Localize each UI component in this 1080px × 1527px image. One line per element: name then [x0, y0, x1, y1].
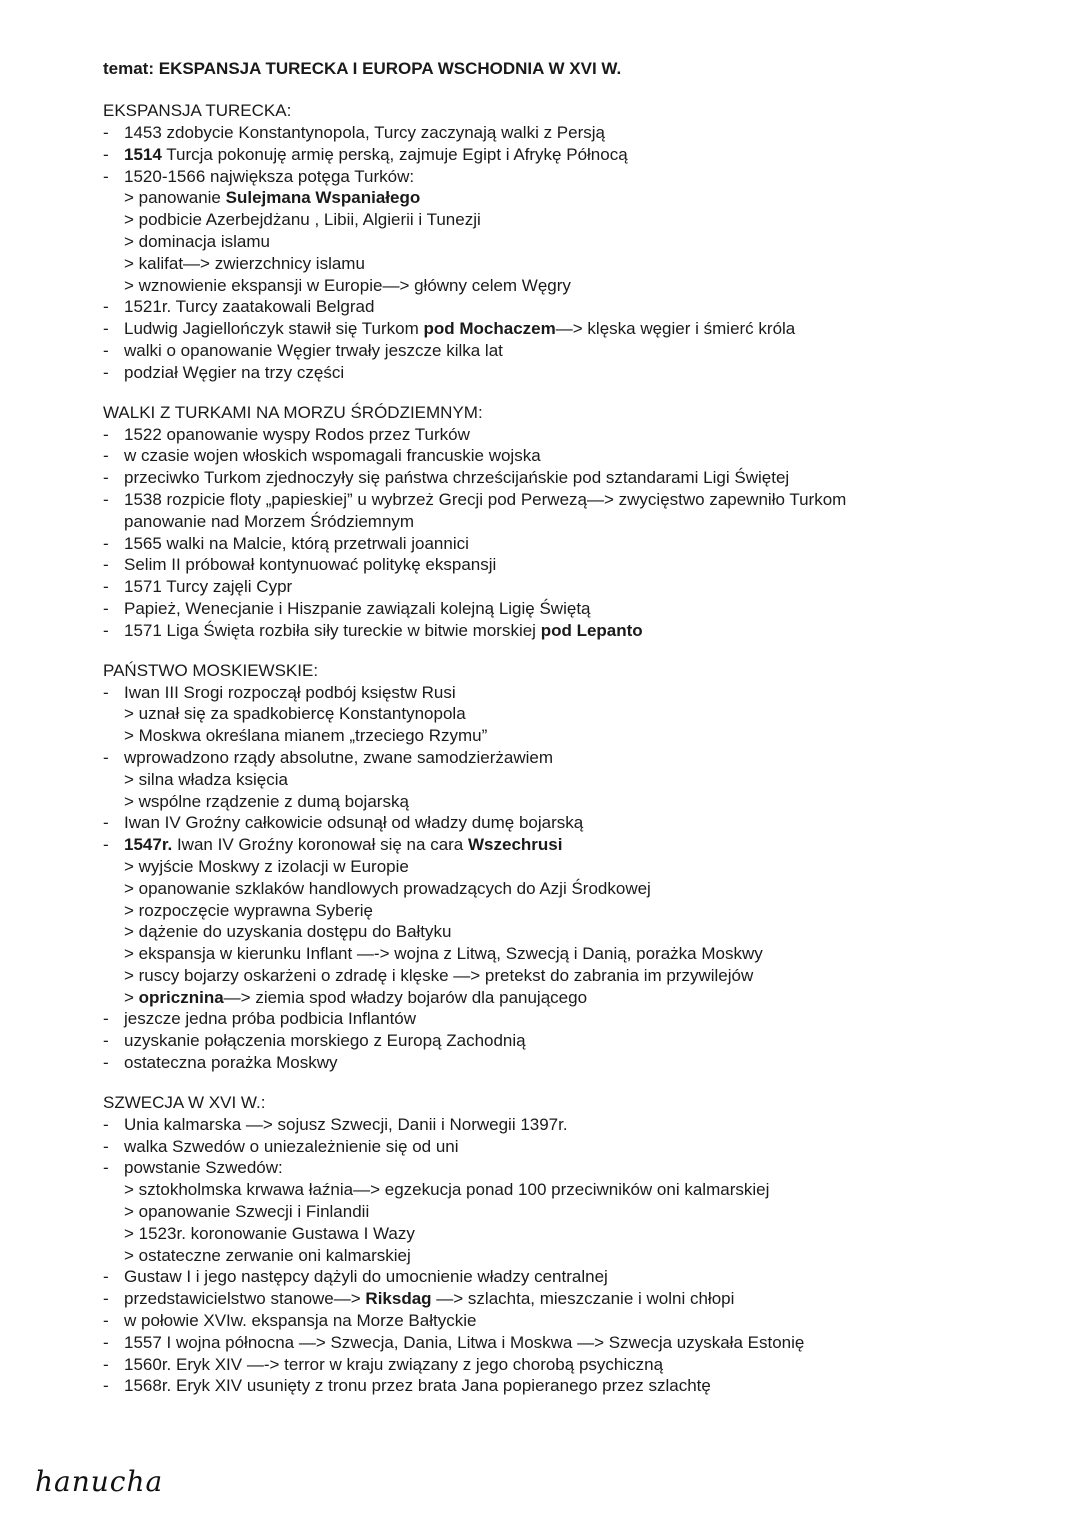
bold-text: opricznina: [138, 987, 224, 1007]
list-item: [103, 1354, 1033, 1376]
list-item: [103, 533, 1033, 555]
sub-item: [103, 769, 1033, 791]
text-run: 1571 Liga Święta rozbiła siły tureckie w bitwie morskiej: [124, 620, 541, 640]
list-item: [103, 122, 1033, 144]
list-item: [103, 1030, 1033, 1052]
list-item: [103, 166, 1033, 188]
sub-item: [103, 253, 1033, 275]
list-item: [103, 445, 1033, 467]
text-run: 1565 walki na Malcie, którą przetrwali joannici: [124, 533, 469, 553]
bold-text: pod Mochaczem: [423, 319, 556, 339]
list-item: [103, 576, 1033, 598]
text-run: 1571 Turcy zajęli Cypr: [124, 577, 293, 597]
text-run: wprowadzono rządy absolutne, zwane samodzierżawiem: [124, 747, 553, 767]
text-run: > panowanie: [124, 188, 226, 208]
text-run: > silna władza księcia: [124, 769, 288, 789]
text-run: ostateczna porażka Moskwy: [124, 1053, 338, 1073]
list-item: [103, 1375, 1033, 1397]
text-run: 1521r. Turcy zaatakowali Belgrad: [124, 297, 375, 317]
text-run: —> ziemia spod władzy bojarów dla panującego: [223, 987, 588, 1007]
text-run: > ostateczne zerwanie oni kalmarskiej: [124, 1245, 411, 1265]
sub-item: [103, 725, 1033, 747]
section-heading: PAŃSTWO MOSKIEWSKIE:: [103, 660, 319, 680]
text-run: —> klęska węgier i śmierć króla: [555, 319, 796, 339]
list-item: [103, 1332, 1033, 1354]
list-item: [103, 340, 1033, 362]
list-item: [103, 598, 1033, 620]
text-run: > opanowanie Szwecji i Finlandii: [124, 1202, 370, 1222]
text-run: > ekspansja w kierunku Inflant —-> wojna z Litwą, Szwecją i Danią, porażka Moskwy: [124, 944, 763, 964]
list-item: [103, 1136, 1033, 1158]
list-item: [103, 554, 1033, 576]
text-run: > kalifat—> zwierzchnicy islamu: [124, 253, 365, 273]
list-item: [103, 144, 1033, 166]
list-item: [103, 296, 1033, 318]
bold-text: 1514: [124, 144, 162, 164]
list-item-continuation: [103, 511, 1033, 533]
text-run: walki o opanowanie Węgier trwały jeszcze kilka lat: [124, 340, 503, 360]
sub-item: [103, 1201, 1033, 1223]
list-item: [103, 1266, 1033, 1288]
sub-item: [103, 187, 1033, 209]
text-run: > wznowienie ekspansji w Europie—> główny celem Węgry: [124, 275, 571, 295]
text-run: > sztokholmska krwawa łaźnia—> egzekucja ponad 100 przeciwników oni kalmarskiej: [124, 1180, 770, 1200]
sub-item: [103, 943, 1033, 965]
sub-item: [103, 791, 1033, 813]
text-run: 1568r. Eryk XIV usunięty z tronu przez brata Jana popieranego przez szlachtę: [124, 1376, 711, 1396]
list-item: [103, 1157, 1033, 1179]
text-run: Iwan IV Groźny całkowicie odsunął od władzy dumę bojarską: [124, 813, 584, 833]
section: [103, 660, 1033, 1074]
text-run: powstanie Szwedów:: [124, 1158, 283, 1178]
text-run: 1520-1566 największa potęga Turków:: [124, 166, 415, 186]
text-run: Gustaw I i jego następcy dążyli do umocnienie władzy centralnej: [124, 1267, 608, 1287]
section-heading: EKSPANSJA TURECKA:: [103, 101, 292, 120]
list-item: [103, 747, 1033, 769]
text-run: Turcja pokonuję armię perską, zajmuje Egipt i Afrykę Północą: [161, 144, 628, 164]
text-run: przedstawicielstwo stanowe—>: [124, 1289, 366, 1309]
text-run: > dążenie do uzyskania dostępu do Bałtyku: [124, 922, 452, 942]
list-item: [103, 318, 1033, 340]
sub-item: [103, 231, 1033, 253]
sub-item: [103, 1223, 1033, 1245]
list-item: [103, 467, 1033, 489]
text-run: walka Szwedów o uniezależnienie się od uni: [124, 1136, 459, 1156]
text-run: Iwan IV Groźny koronował się na cara: [172, 835, 468, 855]
text-run: w czasie wojen włoskich wspomagali francuskie wojska: [124, 446, 541, 466]
text-run: > wspólne rządzenie z dumą bojarską: [124, 791, 409, 811]
text-run: > uznał się za spadkobiercę Konstantynopola: [124, 704, 466, 724]
sub-item: [103, 209, 1033, 231]
list-item: [103, 1052, 1033, 1074]
text-run: Unia kalmarska —> sojusz Szwecji, Danii i Norwegii 1397r.: [124, 1114, 568, 1134]
text-run: Selim II próbował kontynuować politykę ekspansji: [124, 555, 497, 575]
list-item: [103, 812, 1033, 834]
sub-item: [103, 856, 1033, 878]
list-item: [103, 620, 1033, 642]
list-item: [103, 1288, 1033, 1310]
sub-item: [103, 703, 1033, 725]
list-item: [103, 1008, 1033, 1030]
text-run: 1560r. Eryk XIV —-> terror w kraju związany z jego chorobą psychiczną: [124, 1354, 664, 1374]
sections-container: [103, 100, 1033, 1397]
bold-text: pod Lepanto: [540, 620, 643, 640]
sub-item: [103, 965, 1033, 987]
text-run: > dominacja islamu: [124, 231, 270, 251]
bold-text: Wszechrusi: [467, 835, 563, 855]
text-run: > Moskwa określana mianem „trzeciego Rzymu”: [124, 726, 488, 746]
text-run: > opanowanie szklaków handlowych prowadzących do Azji Środkowej: [124, 878, 651, 898]
list-item: [103, 1310, 1033, 1332]
list-item: [103, 1114, 1033, 1136]
text-run: > podbicie Azerbejdżanu , Libii, Algierii i Tunezji: [124, 210, 481, 230]
text-run: przeciwko Turkom zjednoczyły się państwa chrześcijańskie pod sztandarami Ligi Świętej: [124, 468, 790, 488]
sub-item: [103, 921, 1033, 943]
sub-item: [103, 1245, 1033, 1267]
text-run: w połowie XVIw. ekspansja na Morze Bałtyckie: [124, 1311, 477, 1331]
bold-text: Sulejmana Wspaniałego: [225, 188, 421, 208]
text-run: > wyjście Moskwy z izolacji w Europie: [124, 856, 409, 876]
section: [103, 402, 1033, 642]
sub-item: [103, 275, 1033, 297]
text-run: 1557 I wojna północna —> Szwecja, Dania, Litwa i Moskwa —> Szwecja uzyskała Estonię: [124, 1332, 805, 1352]
author-signature: hanucha: [35, 1465, 164, 1498]
list-item: [103, 834, 1033, 856]
text-run: podział Węgier na trzy części: [124, 362, 345, 382]
list-item: [103, 682, 1033, 704]
sub-item: [103, 900, 1033, 922]
text-run: 1453 zdobycie Konstantynopola, Turcy zaczynają walki z Persją: [124, 123, 605, 142]
list-item: [103, 362, 1033, 384]
section-heading: WALKI Z TURKAMI NA MORZU ŚRÓDZIEMNYM:: [103, 402, 483, 422]
text-run: > 1523r. koronowanie Gustawa I Wazy: [124, 1223, 415, 1243]
section-heading: SZWECJA W XVI W.:: [103, 1092, 266, 1112]
text-run: Iwan III Srogi rozpoczął podbój księstw Rusi: [124, 682, 456, 702]
note-page: [103, 58, 1033, 1415]
text-run: Papież, Wenecjanie i Hiszpanie zawiązali kolejną Ligię Świętą: [124, 598, 591, 618]
text-run: >: [124, 987, 139, 1007]
text-run: 1538 rozpicie floty „papieskiej” u wybrzeż Grecji pod Perwezą—> zwycięstwo zapewniło Turkom: [124, 489, 847, 509]
list-item: [103, 424, 1033, 446]
section: [103, 1092, 1033, 1397]
bold-text: Riksdag: [365, 1289, 432, 1309]
sub-item: [103, 987, 1033, 1009]
page-title: temat: EKSPANSJA TURECKA I EUROPA WSCHODNIA W XVI W.: [103, 59, 622, 78]
bold-text: 1547r.: [124, 835, 173, 855]
text-run: 1522 opanowanie wyspy Rodos przez Turków: [124, 424, 470, 444]
text-run: Ludwig Jagiellończyk stawił się Turkom: [124, 319, 424, 339]
text-run: panowanie nad Morzem Śródziemnym: [124, 511, 415, 531]
text-run: jeszcze jedna próba podbicia Inflantów: [124, 1009, 417, 1029]
text-run: > ruscy bojarzy oskarżeni o zdradę i klęske —> pretekst do zabrania im przywilejów: [124, 965, 754, 985]
text-run: > rozpoczęcie wyprawna Syberię: [124, 900, 373, 920]
text-run: —> szlachta, mieszczanie i wolni chłopi: [431, 1289, 735, 1309]
sub-item: [103, 878, 1033, 900]
text-run: uzyskanie połączenia morskiego z Europą Zachodnią: [124, 1031, 526, 1051]
list-item: [103, 489, 1033, 511]
section: [103, 100, 1033, 384]
sub-item: [103, 1179, 1033, 1201]
